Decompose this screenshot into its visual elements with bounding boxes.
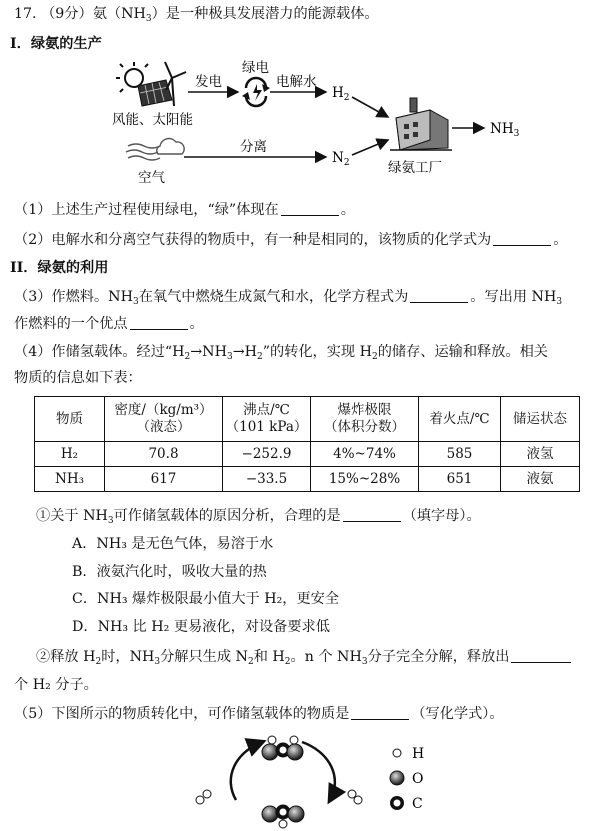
subquestion-4-2-line1: ②释放 $H_2$时，$NH_3$分解只生成 $N_2$和 $H_2$。n 个 $NH_3$分子完全分解，释放出 — [36, 647, 573, 667]
question-title-a: 氨（NH — [92, 6, 146, 22]
subquestion-4-line2: 物质的信息如下表： — [14, 370, 142, 386]
legend-h-label: H — [412, 746, 425, 762]
subquestion-4-2-text-e: 。n 个 NH — [290, 649, 362, 665]
header-explosion-limit: 爆炸极限 （体积分数） — [311, 397, 419, 442]
molecule-cycle-diagram — [0, 728, 613, 831]
legend-h-icon — [393, 749, 401, 757]
subquestion-4-1-text-a: ①关于 NH — [36, 508, 108, 524]
subquestion-2 — [14, 230, 567, 250]
answer-blank-4-1[interactable] — [343, 509, 401, 522]
recycle-power-icon — [242, 78, 270, 106]
table-header-row — [35, 397, 580, 442]
answer-blank-3-advantage[interactable] — [130, 317, 188, 330]
arrow-n2-to-factory — [352, 140, 388, 155]
top-molecule-icon — [262, 736, 303, 760]
legend-o-icon — [390, 771, 404, 785]
option-a[interactable]: A．NH₃ 是无色气体，易溶于水 — [72, 536, 274, 552]
period: 。 — [189, 316, 204, 332]
cycle-arrow-right — [302, 742, 335, 800]
subquestion-4-2-text-f: 分子完全分解，释放出 — [367, 649, 510, 665]
solar-panel-icon — [138, 80, 172, 106]
green-power-label: 绿电 — [242, 60, 269, 76]
table-cell: 617 — [105, 467, 223, 492]
question-score: （9分） — [41, 6, 93, 22]
answer-blank-2[interactable] — [493, 233, 551, 246]
table-cell: NH₃ — [35, 467, 105, 492]
electrolysis-label: 电解水 — [276, 74, 317, 90]
subquestion-5-text-a: （5）下图所示的物质转化中，可作储氢载体的物质是 — [14, 706, 350, 722]
subquestion-4-2-text-d: 和 H — [253, 649, 285, 665]
subquestion-3-text-b: 在氧气中燃烧生成氮气和水，化学方程式为 — [138, 289, 409, 305]
subquestion-5-text-b: （写化学式）。 — [411, 706, 504, 722]
period: 。 — [340, 202, 355, 218]
subquestion-4-text-b: →NH — [190, 344, 227, 360]
table-cell: 15%~28% — [311, 467, 419, 492]
subquestion-4-2-text-c: 分解只生成 N — [160, 649, 248, 665]
legend-c-label: C — [412, 796, 423, 812]
factory-label: 绿氨工厂 — [388, 160, 442, 176]
section-1-title: I．绿氨的生产 — [10, 36, 102, 52]
h2-molecule-right-icon — [348, 790, 362, 804]
header-storage-state: 储运状态 — [501, 397, 580, 442]
period: 。 — [553, 232, 568, 248]
subquestion-4-2-text-b: 时，NH — [101, 649, 155, 665]
table-cell: 4%~74% — [311, 442, 419, 467]
subquestion-3-text-a: （3）作燃料。NH — [14, 289, 133, 305]
wind-solar-label: 风能、太阳能 — [112, 112, 193, 128]
option-d[interactable]: D．NH₃ 比 H₂ 更易液化，对设备要求低 — [72, 619, 330, 635]
bottom-molecule-icon — [262, 805, 304, 829]
cycle-arrow-left — [231, 742, 262, 800]
question-number: 17. — [14, 6, 37, 22]
subquestion-4-2-line2: 个 H₂ 分子。 — [14, 677, 98, 693]
subquestion-1-text: （1）上述生产过程使用绿电，“绿”体现在 — [14, 202, 279, 218]
subquestion-2-text: （2）电解水和分离空气获得的物质中，有一种是相同的，该物质的化学式为 — [14, 232, 492, 248]
subquestion-4-line1: （4）作储氢载体。经过“$H_2\to NH_3\to H_2$”的转化，实现 $H_2$的储存、运输和释放。相关 — [14, 344, 548, 362]
table-row — [35, 467, 580, 492]
table-cell: 70.8 — [105, 442, 223, 467]
air-label: 空气 — [138, 170, 165, 186]
n2-label: $N_2$ — [332, 150, 350, 168]
table-cell: 液氢 — [501, 442, 580, 467]
subquestion-3-text-d: 作燃料的一个优点 — [14, 316, 128, 332]
table-cell: −33.5 — [223, 467, 311, 492]
answer-blank-1[interactable] — [281, 203, 339, 216]
table-cell: −252.9 — [223, 442, 311, 467]
question-header: 17. （9分）氨$(NH_3)$是一种极具发展潜力的能源载体。 — [14, 6, 379, 24]
subquestion-3-text-c: 。写出用 NH — [470, 289, 557, 305]
table-cell: 651 — [419, 467, 501, 492]
air-cloud-icon — [126, 138, 184, 160]
option-c[interactable]: C．NH₃ 爆炸极限最小值大于 H₂，更安全 — [72, 591, 340, 607]
subquestion-4-text-c: →H — [232, 344, 257, 360]
answer-blank-5[interactable] — [351, 707, 409, 720]
h2-molecule-left-icon — [196, 790, 211, 804]
subquestion-1 — [14, 200, 355, 220]
subquestion-4-1-text-b: 可作储氢载体的原因分析，合理的是 — [113, 508, 341, 524]
subquestion-4-1-text-c: （填字母）。 — [402, 508, 481, 524]
subquestion-4-text-d: ”的转化，实现 H — [262, 344, 372, 360]
table-cell: H₂ — [35, 442, 105, 467]
table-cell: 液氨 — [501, 467, 580, 492]
legend — [390, 746, 424, 812]
option-b[interactable]: B．液氨汽化时，吸收大量的热 — [72, 564, 267, 580]
separate-label: 分离 — [240, 139, 267, 155]
header-ignition-point: 着火点/℃ — [419, 397, 501, 442]
nh3-label: $NH_3$ — [490, 121, 520, 139]
properties-table — [34, 396, 580, 492]
subquestion-4-text-e: 的储存、运输和释放。相关 — [377, 344, 548, 360]
header-boiling-point: 沸点/℃ （101 kPa） — [223, 397, 311, 442]
factory-icon — [390, 98, 452, 150]
subquestion-4-text-a: （4）作储氢载体。经过“H — [14, 344, 185, 360]
arrow-h2-to-factory — [352, 97, 388, 117]
header-substance: 物质 — [35, 397, 105, 442]
h2-label: $H_2$ — [332, 85, 350, 103]
answer-blank-3-equation[interactable] — [410, 290, 468, 303]
question-title-b: ）是一种极具发展潜力的能源载体。 — [151, 6, 379, 22]
section-2-title: II．绿氨的利用 — [10, 260, 109, 276]
table-cell: 585 — [419, 442, 501, 467]
subquestion-4-1: ①关于 $NH_3$可作储氢载体的原因分析，合理的是 （填字母）。 — [36, 508, 481, 526]
generate-label: 发电 — [195, 74, 222, 90]
subquestion-5 — [14, 704, 504, 724]
answer-blank-4-2[interactable] — [511, 650, 571, 663]
subquestion-3-line1: （3）作燃料。$NH_3$在氧气中燃烧生成氮气和水，化学方程式为 。写出用 $NH_3$ — [14, 289, 563, 307]
subquestion-4-2-text-a: ②释放 H — [36, 649, 96, 665]
header-density: 密度/（kg/m³） （液态） — [105, 397, 223, 442]
subquestion-3-line2 — [14, 314, 204, 334]
legend-o-label: O — [412, 771, 424, 787]
green-ammonia-production-diagram — [0, 0, 613, 190]
table-row — [35, 442, 580, 467]
